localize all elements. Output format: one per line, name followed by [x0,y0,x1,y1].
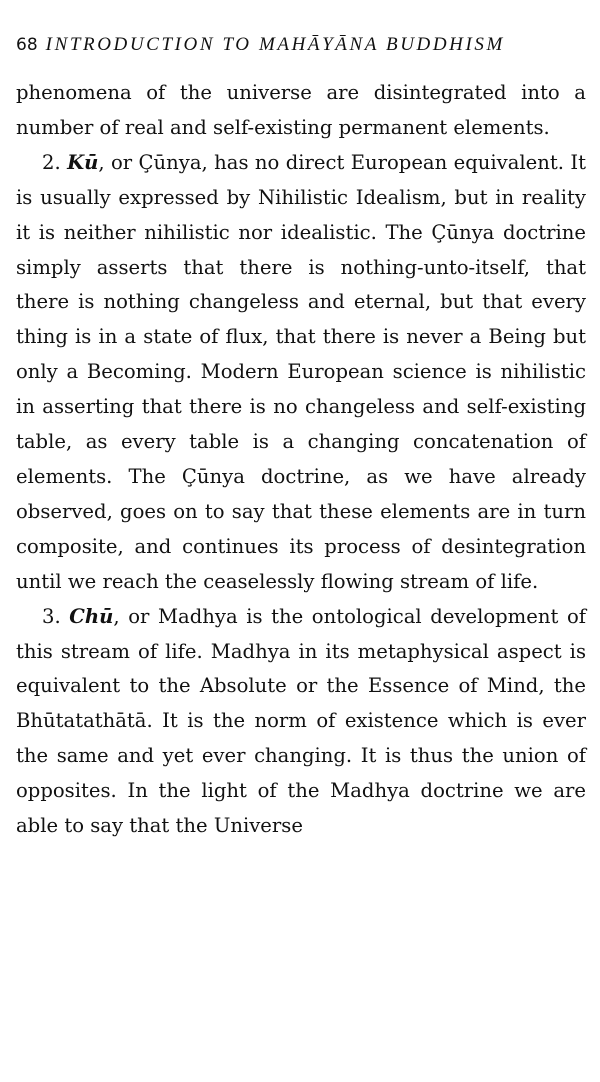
paragraph-number: 2. [42,150,61,174]
paragraph-chu [16,600,586,844]
running-title: INTRODUCTION TO MAHĀYĀNA BUDDHISM [45,34,505,55]
page-number: 68 [16,35,38,55]
paragraph-text: , or Madhya is the ontological development of this stream of life. Madhya in its metaphysical aspect is equivalent to the Absolute or the Essence of Mind, the Bhūtatathātā. It is the norm of existence which is ever the same and yet ever changing. It is thus the union of opposites. In the light of the Madhya doctrine we are able to say that the Universe [16,604,586,838]
paragraph-number: 3. [42,604,61,628]
term-chu: Chū [69,604,114,628]
paragraph-continuation [16,76,586,146]
book-page [16,34,586,844]
running-header [16,34,586,56]
term-ku: Kū [67,150,99,174]
paragraph-text: phenomena of the universe are disintegrated into a number of real and self-existing permanent elements. [16,81,586,139]
paragraph-text: , or Çūnya, has no direct European equivalent. It is usually expressed by Nihilistic Idealism, but in reality it is neither nihilistic nor idealistic. The Çūnya doctrine simply asserts that there is nothing-unto-itself, that there is nothing changeless and eternal, but that every thing is in a state of flux, that there is never a Being but only a Becoming. Modern European science is nihilistic in asserting that there is no changeless and self-existing table, as every table is a changing concatenation of elements. The Çūnya doctrine, as we have already observed, goes on to say that these elements are in turn composite, and continues its process of desintegration until we reach the ceaselessly flowing stream of life. [16,150,586,593]
paragraph-ku [16,146,586,600]
